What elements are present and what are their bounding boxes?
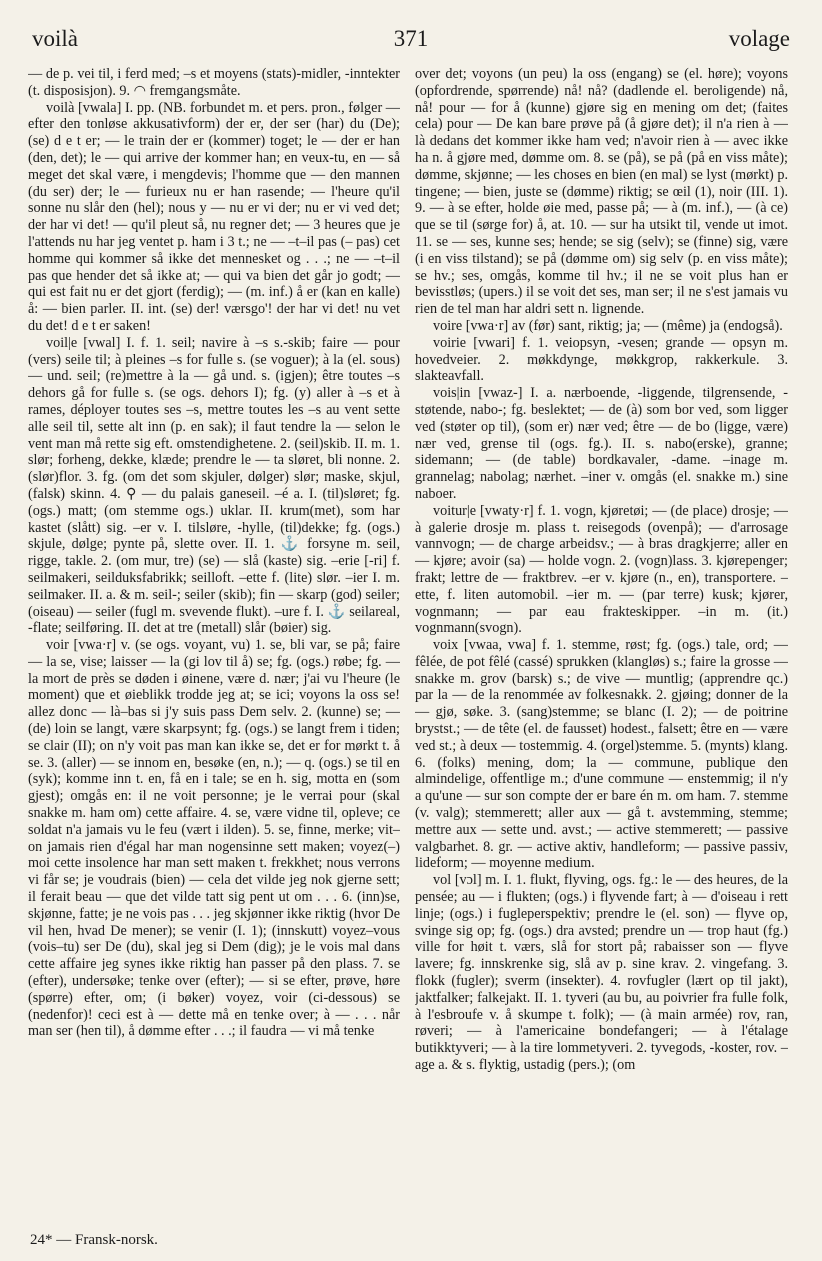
right-column — [415, 66, 788, 1216]
entry-paragraph: vol [vɔl] m. I. 1. flukt, flyving, ogs. fg.: le — des heures, de la pensée; au — i flukten; (ogs.) i flyvende fart; à — d'oiseau i rett linje; (ogs.) i fugleperspektiv; prendre le (el. son) — flyve op, svinge sig op; fg. (ogs.) dra avsted; prendre un — trop haut (fg.) ville for høit t. værs, slå for stort på; rabaisser son — flyve lavere; fg. innskrenke sig, slå av p. sine krav. 2. vingefang. 3. flokk (fugler); sverm (insekter). 4. rovfugler (lært op til jakt), jaktfalker; falkejakt. II. 1. tyveri (au bu, au poivrier fra fulle folk, à l'esbroufe v. å skumpe t. folk); — (à main armée) rov, ran, røveri; — à l'americaine bondefangeri; — à l'étalage butikktyveri; — à la tire lommetyveri. 2. tyvegods, -koster, rov. –age a. & s. flyktig, ustadig (pers.); (om — [415, 872, 788, 1074]
entry-paragraph: voirie [vwari] f. 1. veiopsyn, -vesen; grande — opsyn m. hovedveier. 2. møkkdynge, møkkgrop, rakkerkule. 3. slakteavfall. — [415, 334, 788, 385]
entry-paragraph: over det; voyons (un peu) la oss (engang) se (el. høre); voyons (opfordrende, spørrende) nå! nå? (dadlende el. beroligende) nå, nå! pour — for å (kunne) gjøre sig en mening om det; (faites cela) pour — De kan bare prøve på (å gjøre det); il n'a rien à — là dedans det kommer ikke ham ved; n'avoir rien à — avec ikke ha n. å gjøre med, dømme om. 8. se (på), se på (på en viss måte); dømme, skjønne; — les choses en bien (en mal) se lyst (mørkt) p. tingene; — bien, juste se (dømme) riktig; se œil (1), noir (III. 1). 9. — à se efter, holde øie med, passe på; — à (m. inf.), — (à ce) que se til (sørge for) å, at. 10. — sur ha utsikt til, vende ut imot. 11. se — ses, kunne ses; hende; se sig (selv); se (finne) sig, være (i en viss tilstand); se på (dømme om) sig selv (p. en viss måte); se hv.; ses, omgås, komme til hv.; il ne se voit plus han er bevisstløs; (upers.) il se voit det ses, man ser; il ne s'est jamais vu rien de tel man har aldri sett n. lignende. — [415, 66, 788, 318]
entry-paragraph: voilà [vwala] I. pp. (NB. forbundet m. et pers. pron., følger — efter den tonløse akkusativform) der er, der ser (har) du (De); (se) d e t er; — le train der er (kommer) toget; le — der er han (den, det); le — qui arrive der kommer han; en veux-tu, en — så meget det skal være, i mengdevis; l'homme que — den mannen (du ser) der; le — furieux nu er han rasende; — l'heure qu'il sonne nu slår den (hel); nous y — nu er vi der; nu er vi ved det; der har vi det! — qu'il pleut så, nu regner det; — 3 heures que je l'attends nu har jeg ventet p. ham i 3 t.; ne — –t–il pas (– pas) cet homme qui kommer så ikke det mennesket og . . .; ne — –t–il pas que hender det så ikke at; — qui va bien det går jo godt; — qui est fait nu er det gjort (ferdig); — (m. inf.) å er (kan en kalle) å: — bien parler. II. int. (se) der! værsgo'! der har vi det! nu vet du det! d e t er saken! — [28, 99, 400, 334]
entry-paragraph: — de p. vei til, i ferd med; –s et moyens (stats)-midler, -inntekter (t. disposisjon). 9. ◠ fremgangsmåte. — [28, 66, 400, 99]
entry-paragraph: voil|e [vwal] I. f. 1. seil; navire à –s s.-skib; faire — pour (vers) seile til; à pleines –s for fulle s. (se voguer); à la (el. sous) — und. seil; (re)mettre à la — gå und. s. (igjen); être toutes –s dehors gå for fulle s. (se ogs. dehors I); fg. (y) aller à –s et à rames, déployer toutes ses –s, mettre toutes les –s au vent sette alle seil til, sette alt inn (p. en sak); il faut tendre la — selon le vent man må rette sig eft. omstendighetene. 2. (seil)skib. II. m. 1. slør; forheng, dekke, klæde; prendre le — ta sløret, bli nonne. 2. (slør)flor. 3. fg. (om det som skjuler, dølger) slør; maske, skjul, (falsk) skinn. 4. ⚲ — du palais ganeseil. –é a. I. (til)sløret; fg. (ogs.) matt; (om stemme ogs.) uklar. II. krum(met), som har kastet (slått) sig. –er v. I. tilsløre, -hylle, (til)dekke; fg. (ogs.) skjule, dølge; pynte på, slette over. II. 1. ⚓ forsyne m. seil, rigge, takle. 2. (om mur, tre) (se) — slå (kaste) sig. –erie [-ri] f. seilmakeri, seilduksfabrikk; seilloft. –ette f. (lite) slør. –ier I. m. seilmaker. II. a. & m. seil-; seiler (skib); fin — skarp (god) seiler; (oiseau) — seiler (fugl m. svevende flukt). –ure f. I. ⚓ seilareal, -flate; seilføring. II. det at tre (metall) slår (bøier) sig. — [28, 334, 400, 637]
signature-mark: 24* — Fransk-norsk. — [30, 1232, 158, 1248]
guide-word-right: volage — [728, 26, 790, 51]
running-header — [28, 26, 794, 60]
left-column — [28, 66, 400, 1216]
page-number: 371 — [393, 26, 429, 51]
entry-paragraph: voitur|e [vwaty·r] f. 1. vogn, kjøretøi; — (de place) drosje; — à galerie drosje m. plass t. reisegods (ovenpå); — d'arrosage vannvogn; — de charge arbeidsv.; — à bras dragkjerre; aller en — kjøre; avoir (sa) — holde vogn. 2. (vogn)lass. 3. kjørepenger; frakt; lettre de — fraktbrev. –er v. kjøre (n., en), transportere. –ette, f. liten automobil. –ier m. — (par terre) kusk; kjører, vognmann; — par eau frakteskipper. –in m. (it.) vognmann(svogn). — [415, 502, 788, 637]
guide-word-left: voilà — [32, 26, 78, 51]
entry-paragraph: vois|in [vwaz-] I. a. nærboende, -liggende, tilgrensende, -støtende, nabo-; fg. beslektet; — de (à) som bor ved, som ligger ved (støter op til), (som er) nær ved; être — de bo (ligge, være) nær ved, grense til (ogs. fg.). II. s. nabo(erske), granne; sidemann; — (de table) bordkavaler, -dame. –inage m. grannelag; nabolag; nærhet. –iner v. omgås (el. snakke m.) sine naboer. — [415, 385, 788, 502]
entry-paragraph: voix [vwaa, vwa] f. 1. stemme, røst; fg. (ogs.) tale, ord; — fêlée, de pot fêlé (cassé) sprukken (klangløs) s.; faire la grosse — snakke m. grov (barsk) s.; de vive — muntlig; (apprendre qc.) par la — de la renommée av folkesnakk. 2. gjøing; donner de la — gjø, søke. 3. (sang)stemme; se blanc (I. 2); — de poitrine brystst.; — de tête (el. de fausset) hodest., falsett; être en — være ved st.; à deux — tostemmig. 4. (orgel)stemme. 5. (mynts) klang. 6. (folks) mening, dom; la — commune, publique den almindelige, offentlige m.; d'une commune — enstemmig; il n'y a qu'une — sur son compte der er bare én m. om ham. 7. stemme (v. valg); stemmerett; aller aux — gå t. avstemming, stemme; mettre aux — sette und. avst.; — active stemmerett; — passive valgbarhet. 8. gr. — active aktiv, handleform; — passive passiv, lideform; — moyenne medium. — [415, 637, 788, 872]
entry-paragraph: voire [vwa·r] av (før) sant, riktig; ja; — (même) ja (endogså). — [433, 317, 783, 334]
entry-paragraph: voir [vwa·r] v. (se ogs. voyant, vu) 1. se, bli var, se på; faire — la se, vise; laisser — la (gi lov til å) se; fg. (ogs.) røbe; fg. — la mort de près se døden i øinene, være d. nær; j'ai vu l'heure (le moment) que et øieblikk trodde jeg at; se ici; voyons la oss se! allez donc — là–bas si j'y suis pass Dem selv. 2. (kunne) se; — (de) loin se langt, være skarpsynt; fg. (ogs.) se langt frem i tiden; se clair (II); on n'y voit pas man kan ikke se, det er for mørkt t. å se. 3. (aller) — se innom en, besøke (en, n.); — q. (ogs.) se til en (syk); komme inn t. en, få en i tale; se en h. sig, motta en (som gjest); omgås en: il ne voit personne; je le verrai pour (skal snakke m. ham om) cette affaire. 4. se, være vidne til, opleve; ce soldat n'a jamais vu le feu (vært i ilden). 5. se, finne, merke; vit–on jamais rien d'égal har man nogensinne sett maken; voyez(–) moi cette insolence har man sett maken t. frekkhet; nous verrons vi får se; je voudrais (bien) — cela det vilde jeg nok gjerne sett; il ferait beau — que det vilde tatt sig pent ut om . . . 6. (inn)se, skjønne, fatte; je ne vois pas . . . jeg skjønner ikke riktig (hvor De vil hen, hvad De mener); se venir (I. 1); (innskutt) voyez–vous (vois–tu) ser De (du), skal jeg si Dem (dig); je le vois mal dans cette affaire jeg synes ikke riktig han passer på den plass. 7. se (efter), undersøke; tenke over (efter); — si se efter, prøve, høre (spørre) efter, om; (i bøker) voyez, voir (ci-dessous) se (nedenfor)! ceci est à — dette må en tenke over; à — . . . når man ser (hen til), å dømme efter . . .; il faudra — vi må tenke — [28, 637, 400, 1040]
